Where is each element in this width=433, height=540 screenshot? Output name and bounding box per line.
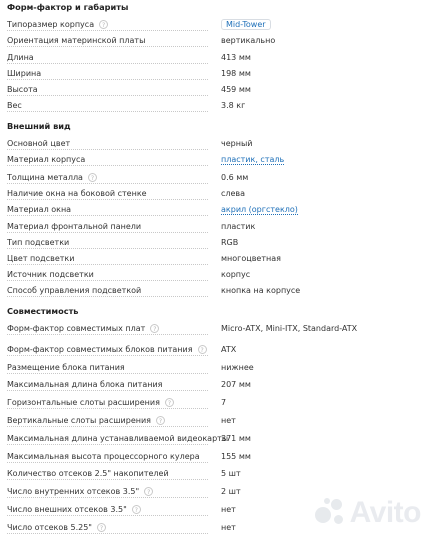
section-title: Форм-фактор и габариты <box>7 2 129 12</box>
spec-value <box>221 416 236 425</box>
dotted-leader <box>7 426 208 427</box>
spec-label <box>7 416 165 425</box>
spec-value-text: слева <box>221 189 246 198</box>
dotted-leader <box>7 46 208 47</box>
help-icon[interactable]: ? <box>97 523 106 532</box>
spec-label-text: Толщина металла <box>7 173 83 182</box>
dotted-leader <box>7 373 208 374</box>
spec-value-text: 155 мм <box>221 452 251 461</box>
spec-label <box>7 469 169 478</box>
spec-value <box>221 523 236 532</box>
spec-label <box>7 205 71 214</box>
spec-value[interactable] <box>221 205 298 214</box>
spec-label-text: Материал фронтальной панели <box>7 222 142 231</box>
spec-value-text: 198 мм <box>221 69 251 78</box>
spec-label-text: Форм-фактор совместимых плат <box>7 324 146 333</box>
spec-value[interactable] <box>221 155 284 164</box>
spec-value-text: 371 мм <box>221 434 251 443</box>
spec-value-text: 2 шт <box>221 487 241 496</box>
spec-value-text: нет <box>221 523 236 532</box>
spec-label <box>7 286 141 295</box>
spec-label <box>7 270 94 279</box>
spec-label <box>7 487 153 496</box>
spec-value <box>221 238 238 247</box>
spec-row <box>0 284 433 302</box>
spec-value-text: нет <box>221 505 236 514</box>
spec-label-text: Наличие окна на боковой стенке <box>7 189 147 198</box>
spec-row <box>0 322 433 340</box>
help-icon[interactable]: ? <box>165 398 174 407</box>
spec-label-text: Число отсеков 5.25" <box>7 523 92 532</box>
spec-value <box>221 345 236 354</box>
help-icon[interactable]: ? <box>144 487 153 496</box>
spec-label <box>7 452 200 461</box>
spec-value-text: многоцветная <box>221 254 281 263</box>
help-icon[interactable]: ? <box>198 345 207 354</box>
spec-label <box>7 36 145 45</box>
spec-value-text: 5 шт <box>221 469 241 478</box>
spec-label-text: Длина <box>7 53 34 62</box>
spec-label-text: Размещение блока питания <box>7 363 125 372</box>
spec-value <box>221 222 255 231</box>
spec-label-text: Ориентация материнской платы <box>7 36 146 45</box>
dotted-leader <box>7 95 208 96</box>
dotted-leader <box>7 334 208 335</box>
spec-value-link[interactable]: акрил (оргстекло) <box>221 205 298 214</box>
spec-value-text: корпус <box>221 270 251 279</box>
spec-label <box>7 101 22 110</box>
help-icon[interactable]: ? <box>132 505 141 514</box>
spec-label <box>7 434 228 443</box>
spec-value <box>221 324 357 333</box>
spec-value-text: черный <box>221 139 253 148</box>
dotted-leader <box>7 232 208 233</box>
dotted-leader <box>7 444 208 445</box>
dotted-leader <box>7 30 208 31</box>
spec-value-text: 0.6 мм <box>221 173 249 182</box>
spec-value-text: вертикально <box>221 36 276 45</box>
spec-label <box>7 155 85 164</box>
spec-value <box>221 487 241 496</box>
spec-row <box>0 343 433 361</box>
spec-label-text: Максимальная длина блока питания <box>7 380 163 389</box>
spec-value <box>221 101 245 110</box>
spec-value-text: 413 мм <box>221 53 251 62</box>
spec-value <box>221 452 251 461</box>
dotted-leader <box>7 149 208 150</box>
spec-row <box>0 203 433 221</box>
spec-value <box>221 139 252 148</box>
spec-value <box>221 380 251 389</box>
dotted-leader <box>7 79 208 80</box>
spec-value-link[interactable]: Mid-Tower <box>221 19 271 30</box>
spec-value-text: 207 мм <box>221 380 251 389</box>
spec-label-text: Способ управления подсветкой <box>7 286 142 295</box>
spec-label <box>7 324 159 333</box>
dotted-leader <box>7 248 208 249</box>
spec-value <box>221 53 251 62</box>
spec-label-text: Типоразмер корпуса <box>7 20 95 29</box>
spec-label <box>7 505 141 514</box>
spec-label <box>7 53 34 62</box>
spec-label-text: Материал корпуса <box>7 155 86 164</box>
spec-value <box>221 286 300 295</box>
spec-row <box>0 450 433 468</box>
spec-label <box>7 173 97 182</box>
spec-label-text: Число внутренних отсеков 3.5" <box>7 487 140 496</box>
spec-value <box>221 398 226 407</box>
dotted-leader <box>7 355 208 356</box>
spec-row <box>0 432 433 450</box>
section-title: Совместимость <box>7 306 79 316</box>
spec-value[interactable] <box>221 20 271 30</box>
spec-label <box>7 345 207 354</box>
spec-label-text: Тип подсветки <box>7 238 70 247</box>
spec-label <box>7 20 108 29</box>
avito-watermark-text: Avito <box>349 496 421 529</box>
dotted-leader <box>7 63 208 64</box>
spec-value-text: пластик <box>221 222 256 231</box>
spec-label-text: Горизонтальные слоты расширения <box>7 398 160 407</box>
spec-label-text: Материал окна <box>7 205 72 214</box>
spec-label-text: Максимальная высота процессорного кулера <box>7 452 200 461</box>
spec-row <box>0 414 433 432</box>
spec-value-text: Micro-ATX, Mini-ITX, Standard-ATX <box>221 324 358 333</box>
dotted-leader <box>7 215 208 216</box>
spec-row <box>0 34 433 52</box>
spec-label <box>7 222 141 231</box>
spec-value <box>221 69 251 78</box>
spec-value-link[interactable]: пластик, сталь <box>221 155 285 164</box>
spec-label <box>7 69 41 78</box>
dotted-leader <box>7 408 208 409</box>
spec-row <box>0 378 433 396</box>
spec-row <box>0 467 433 485</box>
spec-value-text: 7 <box>221 398 227 407</box>
spec-value <box>221 469 241 478</box>
spec-value <box>221 189 245 198</box>
spec-row <box>0 361 433 379</box>
spec-label <box>7 380 162 389</box>
spec-label-text: Максимальная длина устанавливаемой видеокарты <box>7 434 229 443</box>
dotted-leader <box>7 390 208 391</box>
avito-watermark <box>313 496 421 530</box>
dotted-leader <box>7 515 208 516</box>
dotted-leader <box>7 199 208 200</box>
dotted-leader <box>7 497 208 498</box>
spec-row <box>0 153 433 171</box>
spec-value-text: ATX <box>221 345 237 354</box>
spec-label-text: Высота <box>7 85 38 94</box>
dotted-leader <box>7 296 208 297</box>
dotted-leader <box>7 183 208 184</box>
spec-value <box>221 36 275 45</box>
spec-value <box>221 434 251 443</box>
spec-label-text: Основной цвет <box>7 139 71 148</box>
spec-value <box>221 173 248 182</box>
spec-label-text: Число внешних отсеков 3.5" <box>7 505 127 514</box>
dotted-leader <box>7 280 208 281</box>
dotted-leader <box>7 479 208 480</box>
spec-label-text: Количество отсеков 2.5" накопителей <box>7 469 169 478</box>
spec-label <box>7 398 174 407</box>
spec-label <box>7 85 38 94</box>
spec-label <box>7 254 74 263</box>
spec-label <box>7 139 70 148</box>
dotted-leader <box>7 264 208 265</box>
spec-label <box>7 189 147 198</box>
spec-label-text: Цвет подсветки <box>7 254 75 263</box>
spec-value <box>221 363 254 372</box>
spec-label-text: Вертикальные слоты расширения <box>7 416 151 425</box>
spec-value-text: RGB <box>221 238 239 247</box>
spec-value-text: 3.8 кг <box>221 101 246 110</box>
dotted-leader <box>7 165 208 166</box>
spec-value <box>221 254 281 263</box>
spec-label-text: Источник подсветки <box>7 270 94 279</box>
spec-label <box>7 523 106 532</box>
section-title: Внешний вид <box>7 121 71 131</box>
spec-label-text: Форм-фактор совместимых блоков питания <box>7 345 193 354</box>
spec-label-text: Вес <box>7 101 22 110</box>
help-icon[interactable]: ? <box>150 324 159 333</box>
spec-value <box>221 270 250 279</box>
avito-dots-logo <box>313 498 347 528</box>
dotted-leader <box>7 111 208 112</box>
dotted-leader <box>7 462 208 463</box>
spec-value <box>221 85 251 94</box>
help-icon[interactable]: ? <box>88 173 97 182</box>
spec-value-text: нет <box>221 416 236 425</box>
spec-value-text: нижнее <box>221 363 254 372</box>
help-icon[interactable]: ? <box>99 20 108 29</box>
help-icon[interactable]: ? <box>156 416 165 425</box>
spec-label-text: Ширина <box>7 69 42 78</box>
spec-value <box>221 505 236 514</box>
spec-label <box>7 363 125 372</box>
spec-value-text: 459 мм <box>221 85 251 94</box>
spec-row <box>0 99 433 117</box>
spec-label <box>7 238 69 247</box>
spec-value-text: кнопка на корпусе <box>221 286 301 295</box>
dotted-leader <box>7 533 208 534</box>
spec-row <box>0 396 433 414</box>
